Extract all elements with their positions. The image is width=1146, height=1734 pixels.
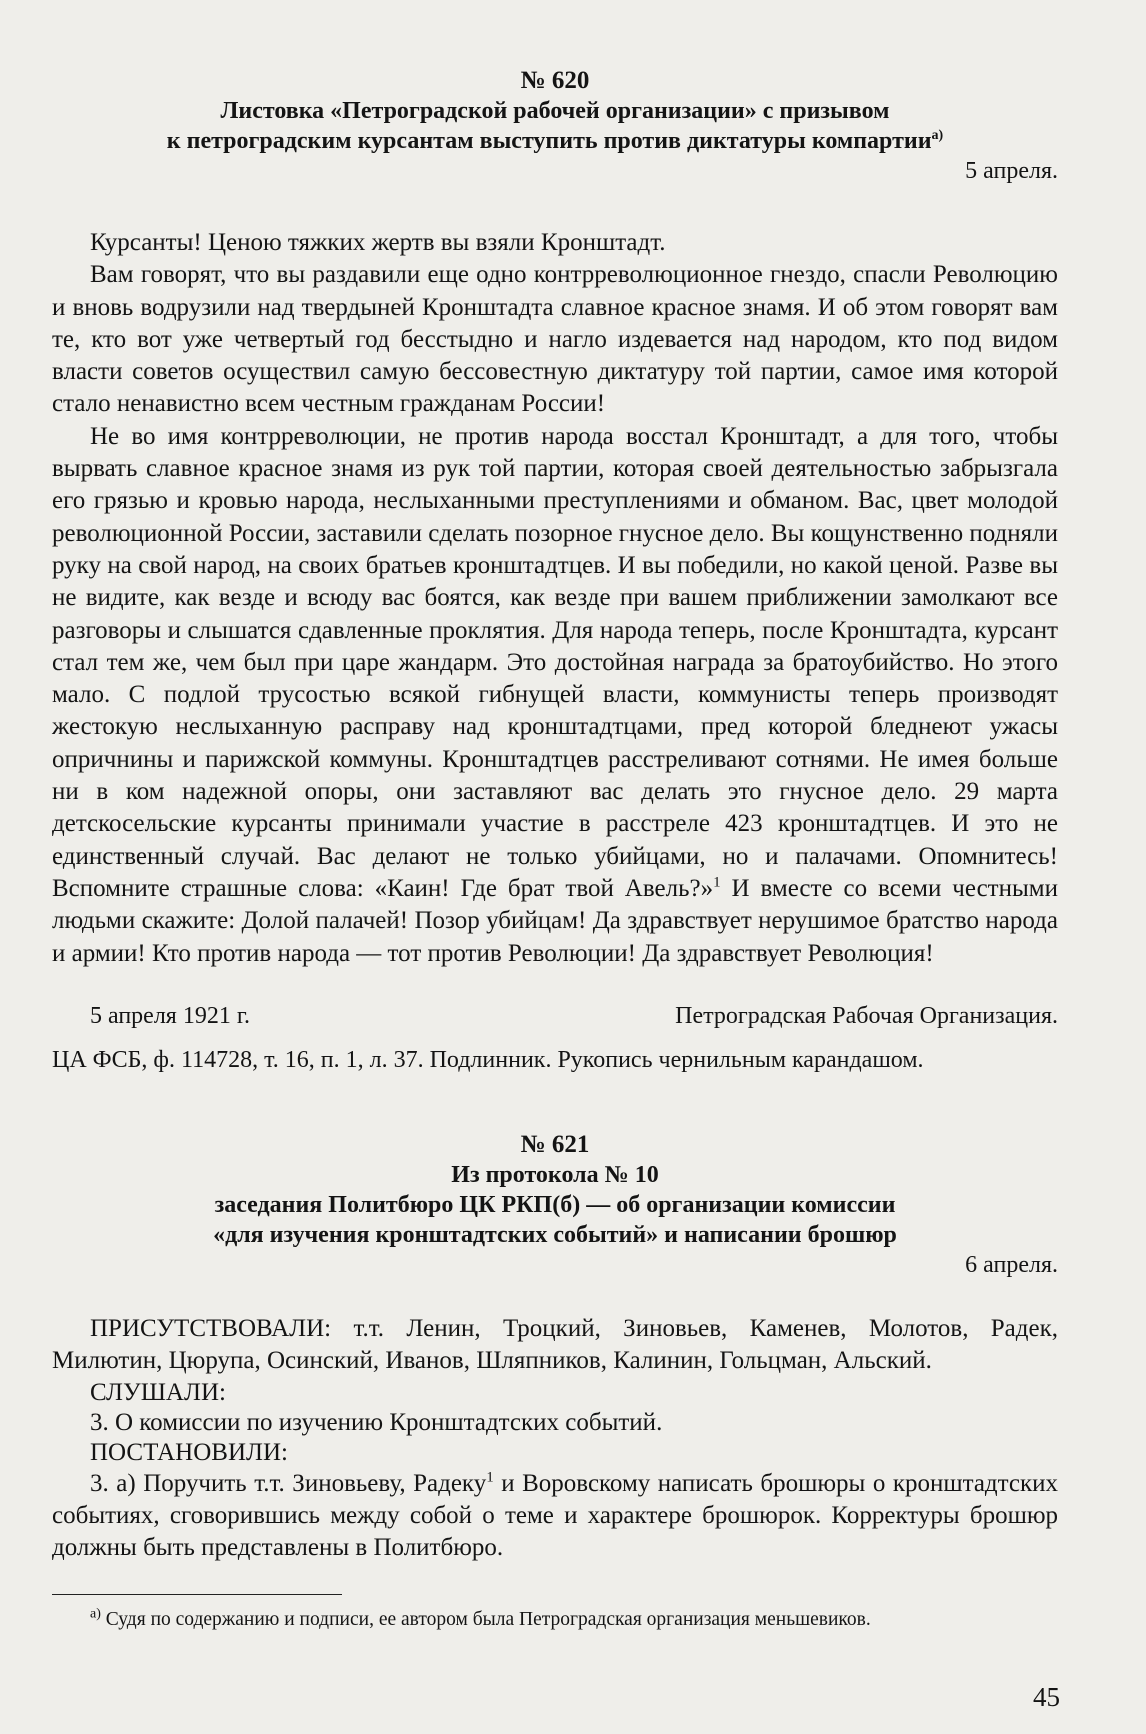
doc621-heard-item: 3. О комиссии по изучению Кронштадтских событий. [90, 1408, 663, 1436]
doc620-header [52, 66, 1058, 186]
doc620-number: № 620 [520, 67, 590, 94]
doc620-archive-row [52, 1045, 1058, 1075]
doc620-signature-row [52, 1001, 1058, 1031]
doc620-para1: Курсанты! Ценою тяжких жертв вы взяли Кронштадт. [90, 229, 666, 256]
doc621-heard-label: СЛУШАЛИ: [90, 1378, 226, 1406]
doc621-title-line2: заседания Политбюро ЦК РКП(б) — об организации комиссии [214, 1192, 896, 1218]
footnote [52, 1605, 1058, 1635]
doc621-resolved-label: ПОСТАНОВИЛИ: [90, 1438, 288, 1466]
doc620-title-line1: Листовка «Петроградской рабочей организации» с призывом [220, 98, 890, 124]
doc620-signature [52, 1001, 1058, 1031]
doc620-para3-part1: Не во имя контрреволюции, не против народа восстал Кронштадт, а для того, чтобы вырвать славное красное знамя из рук той партии, которая своей деятельностью забрызгала его грязью и кровью народа, неслыханными преступлениями и обманом. Вас, цвет молодой революционной России, заставили сделать позорное гнусное дело. Вы кощунственно подняли руку на свой народ, на своих братьев кронштадтцев. И вы победили, но какой ценой. Разве вы не видите, как везде и всюду вас боятся, как везде при вашем приближении замолкают все разговоры и слышатся сдавленные проклятия. Для народа теперь, после Кронштадта, курсант стал тем же, чем был при царе жандарм. Это достойная награда за братоубийство. Но этого мало. С подлой трусостью всякой гибнущей власти, коммунисты теперь производят жестокую неслыханную расправу над кронштадтцами, пред которой бледнеют ужасы опричнины и парижской коммуны. Кронштадтцев расстреливают сотнями. Не имея больше ни в ком надежной опоры, они заставляют вас делать это гнусное дело. 29 марта детскосельские курсанты принимали участие в расстреле 423 кронштадтцев. И это не единственный случай. Вас делают не только убийцами, но и палачами. Опомнитесь! Вспомните страшные слова: «Каин! Где брат твой Авель?» [52, 422, 1058, 902]
doc620-title-line2 [52, 126, 1058, 156]
doc620-para3-part2: И вместе со всеми честными людьми скажите: Долой палачей! Позор убийцам! Да здравствует нерушимое братство народа и армии! Кто против народа — тот против Революции! Да здравствует Революция! [52, 874, 1058, 967]
doc621-present: ПРИСУТСТВОВАЛИ: т.т. Ленин, Троцкий, Зиновьев, Каменев, Молотов, Радек, Милютин, Цюрупа, Осинский, Иванов, Шляпников, Калинин, Гольцман, Альский. [52, 1315, 1058, 1375]
doc620-archive: ЦА ФСБ, ф. 114728, т. 16, п. 1, л. 37. Подлинник. Рукопись чернильным карандашом. [52, 1047, 924, 1073]
doc621-header [52, 1130, 1058, 1280]
doc621-resolved-part2: и Воровскому написать брошюры о кронштадтских событиях, сговорившись между собой о теме и характере брошюрок. Корректуры брошюр должны быть представлены в Политбюро. [52, 1469, 1059, 1562]
footnote-block [52, 1605, 1058, 1635]
footnote-divider [52, 1594, 342, 1595]
doc620-sign-date: 5 апреля 1921 г. [90, 1003, 250, 1029]
doc621-resolved-part1: 3. а) Поручить т.т. Зиновьеву, Радеку [90, 1469, 487, 1497]
doc621-date: 6 апреля. [965, 1252, 1058, 1278]
doc620-para3 [52, 421, 1058, 970]
doc620-footnote-ref: 1 [713, 874, 721, 891]
doc621-title-line3: «для изучения кронштадтских событий» и написании брошюр [213, 1222, 897, 1248]
doc621-body [52, 1313, 1058, 1564]
page-number: 45 [1033, 1682, 1060, 1712]
footnote-text: Судя по содержанию и подписи, ее автором была Петроградская организация меньшевиков. [100, 1609, 871, 1630]
doc620-body [52, 227, 1058, 970]
doc620-title-footmark: а) [931, 128, 944, 143]
doc620-para2: Вам говорят, что вы раздавили еще одно контрреволюционное гнездо, спасли Революцию и вновь водрузили над твердыней Кронштадта славное красное знамя. И об этом говорят вам те, кто вот уже четвертый год бесстыдно и нагло издевается над народом, кто под видом власти советов осуществил самую бессовестную диктатуру той партии, самое имя которой стало ненавистно всем честным гражданам России! [52, 261, 1058, 418]
doc621-number: № 621 [520, 1131, 590, 1158]
doc621-footnote-ref: 1 [486, 1469, 494, 1486]
doc620-date: 5 апреля. [965, 158, 1058, 184]
doc620-title-line2-text: к петроградским курсантам выступить против диктатуры компартии [166, 128, 932, 154]
doc620-sign-org: Петроградская Рабочая Организация. [675, 1003, 1058, 1029]
doc621-resolved [52, 1468, 1058, 1565]
doc621-title-line1: Из протокола № 10 [451, 1162, 659, 1188]
footnote-mark: а) [90, 1606, 101, 1622]
